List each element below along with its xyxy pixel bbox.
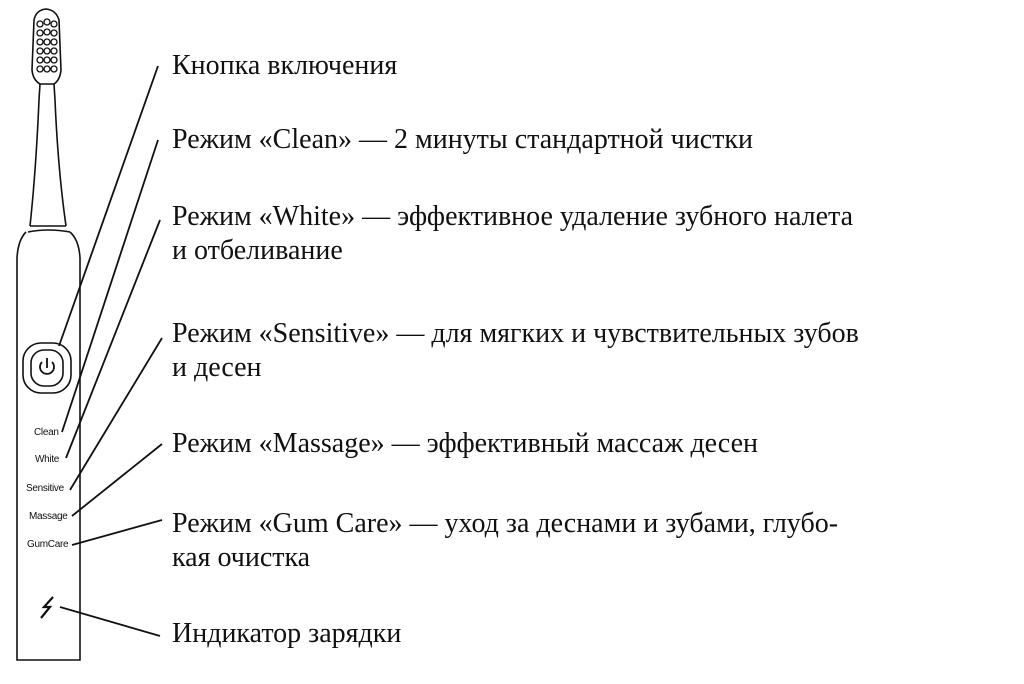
callout-power — [172, 49, 1012, 83]
callout-massage — [172, 427, 1012, 461]
leader-clean — [62, 140, 158, 432]
leader-gumcare — [72, 520, 162, 545]
callout-sensitive — [172, 317, 1012, 385]
callout-text: кая очистка — [172, 542, 311, 573]
callout-text: Кнопка включения — [172, 50, 398, 81]
callout-text: Режим «Sensitive» — для мягких и чувствительных зубов — [172, 318, 859, 349]
leader-charge — [60, 607, 160, 636]
callout-white — [172, 200, 1012, 268]
callout-text: Режим «Clean» — 2 минуты стандартной чистки — [172, 124, 753, 155]
lightning-icon — [41, 597, 53, 618]
mode-label-sensitive: Sensitive — [26, 483, 64, 494]
callout-clean — [172, 123, 1012, 157]
callout-text: Режим «Gum Care» — уход за деснами и зубами, глубо- — [172, 508, 839, 539]
leader-power — [59, 66, 158, 346]
callout-text: и десен — [172, 352, 262, 383]
mode-label-massage: Massage — [29, 511, 68, 522]
mode-label-clean: Clean — [34, 427, 59, 438]
bristles-icon — [37, 19, 57, 72]
callout-text: Режим «White» — эффективное удаление зубного налета — [172, 201, 854, 232]
power-icon — [40, 358, 54, 374]
callout-gumcare — [172, 507, 1012, 575]
leader-massage — [72, 444, 162, 516]
brush-head — [32, 9, 61, 84]
mode-label-white: White — [35, 454, 60, 465]
brush-neck — [39, 84, 55, 100]
callout-text: и отбеливание — [172, 235, 343, 266]
callout-charge — [172, 617, 1012, 651]
callout-text: Индикатор зарядки — [172, 618, 402, 649]
mode-label-gumcare: GumCare — [27, 539, 69, 550]
callout-text: Режим «Massage» — эффективный массаж десен — [172, 428, 758, 459]
